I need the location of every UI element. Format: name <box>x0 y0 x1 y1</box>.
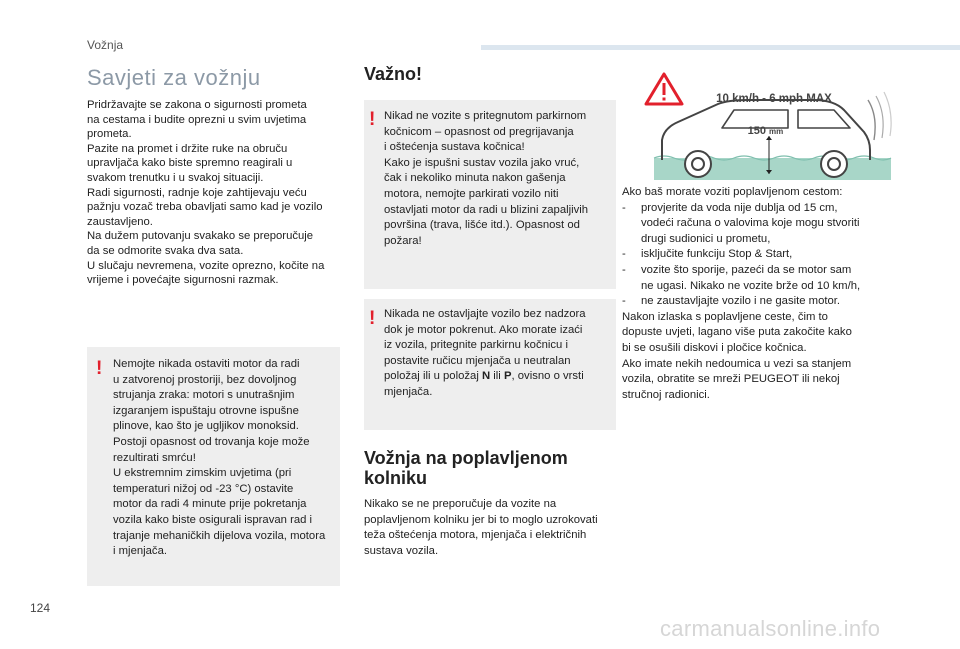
warning-text: Nemojte nikada ostaviti motor da radi u zatvorenoj prostoriji, bez dovoljnog strujanja zraka: motori s unutrašnjim izgaranjem ispuštaju otrovne ispušne plinove, kao što je ugljikov monoksid. Postoji opasnost od trovanja koje može rezultirati smrću! U ekstremnim zimskim uvjetima (pri temperaturi nižoj od -23 °C) ostavite motor da radi 4 minute prije pokretanja vozila kako biste osigurali ispravan rad i trajanje mehaničkih dijelova vozila, motora i mjenjača. <box>113 358 326 558</box>
gear-p-label: P <box>503 370 512 383</box>
section-header-title: Vožnja <box>87 38 124 52</box>
flooded-road-instructions <box>622 185 894 403</box>
list-marker: - <box>622 263 626 276</box>
warning-box-unattended <box>364 299 616 430</box>
warning-text <box>384 307 614 401</box>
water-depth-unit: mm <box>769 127 784 136</box>
section-header-bar <box>481 45 960 50</box>
list-item-text: ne zaustavljajte vozilo i ne gasite motor. <box>641 295 841 308</box>
warning-exclamation-icon: ! <box>369 308 376 329</box>
page-number: 124 <box>30 601 51 615</box>
warning-box-parking-brake <box>364 100 616 289</box>
flooded-road-intro: Nikako se ne preporučuje da vozite na poplavljenom kolniku jer bi to moglo uzrokovati teža oštećenja motora, mjenjača i električnih sustava vozila. <box>364 498 598 557</box>
warning-exclamation-icon: ! <box>96 358 103 379</box>
list-marker: - <box>622 201 626 214</box>
water-depth-value: 150 <box>747 125 766 137</box>
instructions-lead: Ako baš morate voziti poplavljenom cestom: <box>622 186 843 198</box>
page-title: Savjeti za vožnju <box>87 65 261 90</box>
list-item-text: isključite funkciju Stop & Start, <box>641 248 793 261</box>
list-marker: - <box>622 295 626 308</box>
watermark: carmanualsonline.info <box>660 616 881 641</box>
list-item-text: vozite što sporije, pazeći da se motor sam ne ugasi. Nikako ne vozite brže od 10 km/h, <box>641 263 861 292</box>
warning-box-engine <box>87 347 340 586</box>
warning-triangle-icon <box>646 74 682 104</box>
list-item-text: provjerite da voda nije dublja od 15 cm, vodeći računa o valovima koje mogu stvoriti drugi sudionici u prometu, <box>641 201 860 245</box>
flooded-road-heading: Vožnja na poplavljenom kolniku <box>364 448 568 488</box>
instructions-after: Nakon izlaska s poplavljene ceste, čim to dopuste uvjeti, lagano više puta zakočite kako bi se osušili diskovi i pločice kočnica. Ako imate nekih nedoumica u vezi sa stanjem vozila, obratite se mreži PEUGEOT ili nekoj stručnoj radionici. <box>622 310 852 401</box>
list-marker: - <box>622 248 626 261</box>
important-heading: Važno! <box>364 64 423 84</box>
list-item <box>622 247 894 263</box>
warning-text-part: , ovisno o vrsti mjenjača. <box>384 370 584 398</box>
list-item <box>622 201 894 248</box>
warning-exclamation-icon: ! <box>369 109 376 130</box>
speed-limit-label: 10 km/h - 6 mph MAX <box>716 93 832 105</box>
warning-text-part: Nikada ne ostavljajte vozilo bez nadzora dok je motor pokrenut. Ako morate izaći iz vozila, pritegnite parkirnu kočnicu i postavite ručicu mjenjača u neutralan položaj ili u položaj <box>384 308 586 383</box>
warning-text-part: ili <box>490 370 504 383</box>
flooded-road-illustration <box>638 70 893 182</box>
intro-paragraph: Pridržavajte se zakona o sigurnosti prometa na cestama i budite oprezni u svim uvjetima prometa. Pazite na promet i držite ruke na obruču upravljača kako biste spremno reagirali u svakom trenutku i u svakoj situaciji. Radi sigurnosti, radnje koje zahtijevaju veću pažnju vozač treba obavljati samo kad je vozilo zaustavljeno. Na dužem putovanju svakako se preporučuje da se odmorite svaka dva sata. U slučaju nevremena, vozite oprezno, kočite na vrijeme i povećajte sigurnosni razmak. <box>87 99 325 287</box>
list-item <box>622 263 894 294</box>
gear-n-label: N <box>481 370 491 383</box>
list-item <box>622 294 894 310</box>
warning-text: Nikad ne vozite s pritegnutom parkirnom kočnicom – opasnost od pregrijavanja i oštećenja sustava kočnica! Kako je ispušni sustav vozila jako vruć, čak i nekoliko minuta nakon gašenja motora, nemojte parkirati vozilo niti ostavljati motor da radi u blizini zapaljivih površina (trava, lišće itd.). Opasnost od požara! <box>384 110 589 247</box>
